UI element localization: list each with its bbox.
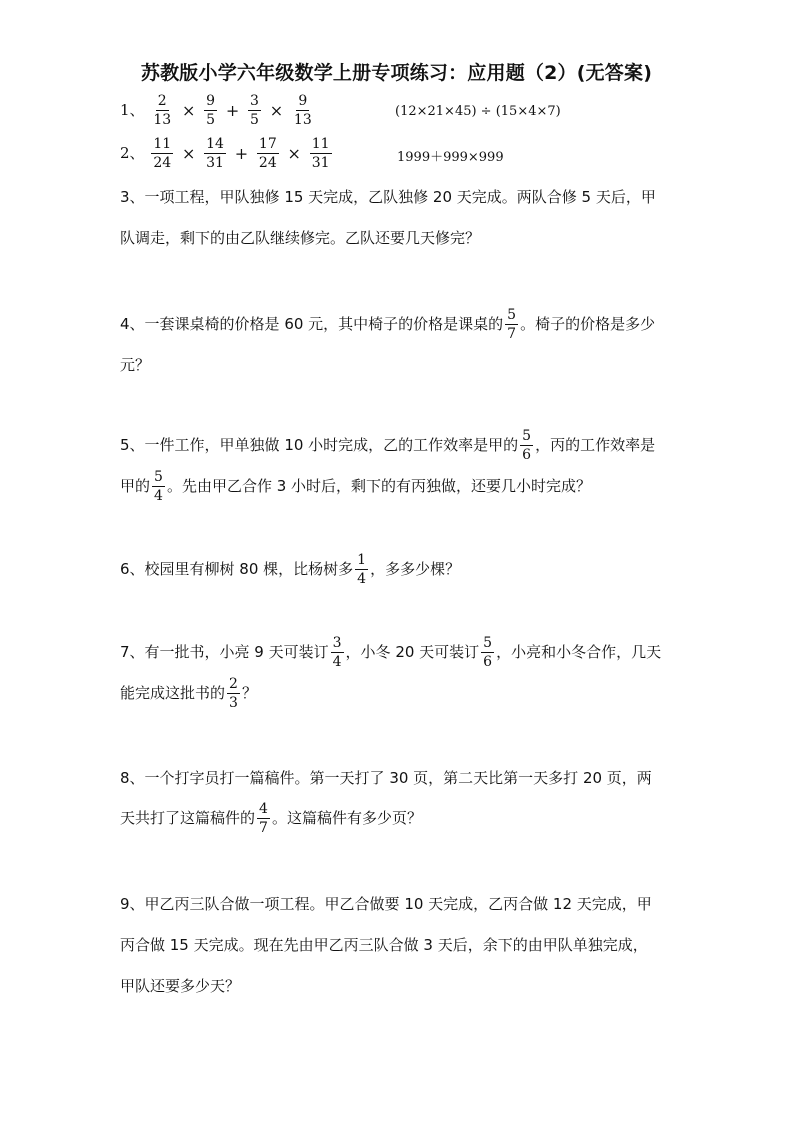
fraction: $\frac{5}{6}$ — [522, 428, 532, 463]
question-3-line-1: 3、一项工程，甲队独修 15 天完成，乙队独修 20 天完成。两队合修 5 天后，甲 — [120, 188, 656, 206]
fraction: $\frac{5}{7}$ — [507, 307, 517, 342]
question-8-line-1: 8、一个打字员打一篇稿件。第一天打了 30 页，第二天比第一天多打 20 页，两 — [120, 769, 652, 787]
fraction: $\frac{5}{4}$ — [154, 469, 163, 504]
operator: + — [234, 143, 249, 163]
question-7-line-1: 7、有一批书，小亮 9 天可装订 $\frac{3}{4}$ ，小冬 20 天可装订 $\frac{5}{6}$ ，小亮和小冬合作，几天 — [120, 635, 662, 670]
question-7-line-2: 能完成这批书的 $\frac{2}{3}$ ？ — [120, 676, 257, 711]
fraction: $\frac{2}{3}$ — [229, 676, 238, 711]
fraction: $\frac{4}{7}$ — [259, 801, 268, 836]
question-5-line-1: 5、一件工作，甲单独做 10 小时完成，乙的工作效率是甲的 $\frac{5}{6}$ ，丙的工作效率是 — [120, 428, 656, 463]
operator: + — [225, 100, 240, 120]
fraction: $\frac{9}{5}$ — [206, 93, 216, 128]
question-9-line-1: 9、甲乙丙三队合做一项工程。甲乙合做要 10 天完成，乙丙合做 12 天完成，甲 — [120, 895, 652, 913]
question-4-line-1: 4、一套课桌椅的价格是 60 元，其中椅子的价格是课桌的 $\frac{5}{7}$ 。椅子的价格是多少 — [120, 307, 656, 342]
question-8-line-2: 天共打了这篇稿件的 $\frac{4}{7}$ 。这篇稿件有多少页？ — [120, 801, 422, 836]
fraction: $\frac{14}{31}$ — [206, 136, 224, 171]
question-6-line-1: 6、校园里有柳树 80 棵，比杨树多 $\frac{1}{4}$ ，多多少棵？ — [120, 552, 461, 587]
operator: × — [181, 100, 196, 120]
operator: × — [287, 143, 301, 163]
fraction: $\frac{5}{6}$ — [483, 635, 493, 670]
fraction: $\frac{11}{31}$ — [311, 136, 330, 171]
question-5-line-2: 甲的 $\frac{5}{4}$ 。先由甲乙合作 3 小时后，剩下的有丙独做，还要几小时完成？ — [120, 469, 592, 504]
fraction: $\frac{1}{4}$ — [357, 552, 367, 587]
calc-row-1 — [120, 93, 316, 128]
operator: × — [269, 100, 284, 120]
page-title: 苏教版小学六年级数学上册专项练习：应用题（2）(无答案) — [140, 62, 653, 84]
fraction: $\frac{11}{24}$ — [153, 136, 172, 171]
fraction: $\frac{3}{4}$ — [332, 635, 342, 670]
calc-row-2 — [120, 136, 334, 171]
question-9-line-2: 丙合做 15 天完成。现在先由甲乙丙三队合做 3 天后，余下的由甲队单独完成， — [120, 936, 648, 954]
question-3-line-2: 队调走，剩下的由乙队继续修完。乙队还要几天修完？ — [120, 229, 481, 247]
question-9-line-3: 甲队还要多少天？ — [120, 977, 241, 995]
calc-expression-right-1: (12×21×45) ÷ (15×4×7) — [395, 104, 561, 119]
fraction: $\frac{3}{5}$ — [250, 93, 259, 128]
question-number: 1、 — [120, 101, 145, 119]
question-4-line-2: 元？ — [120, 356, 151, 374]
fraction: $\frac{9}{13}$ — [293, 93, 312, 128]
calc-expression-right-2: 1999＋999×999 — [397, 150, 504, 165]
fraction: $\frac{17}{24}$ — [258, 136, 277, 171]
question-number: 2、 — [120, 144, 145, 162]
operator: × — [181, 143, 196, 163]
fraction: $\frac{2}{13}$ — [153, 93, 172, 128]
